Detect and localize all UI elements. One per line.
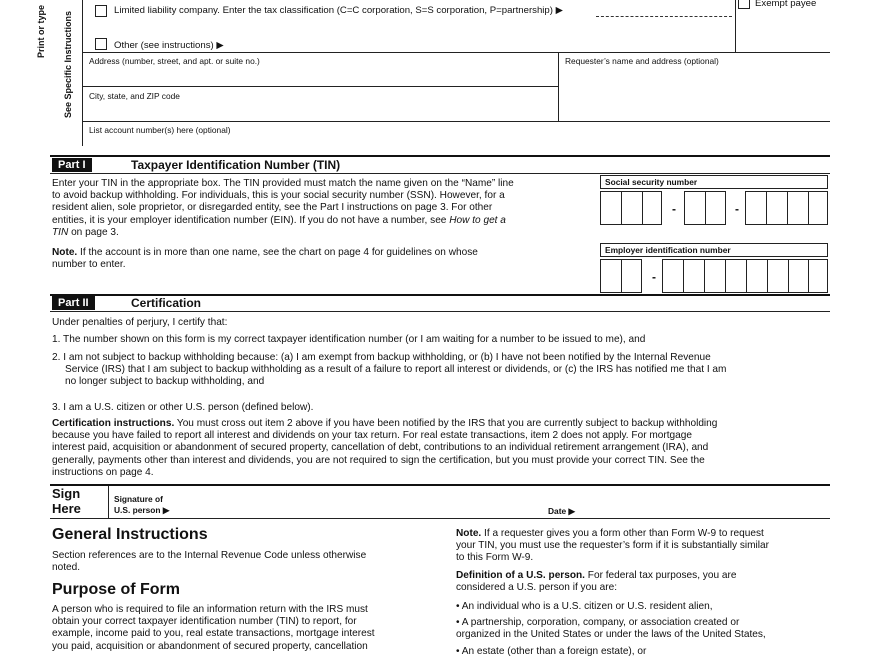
- part1-note: Note. If the account is in more than one name, see the chart on page 4 for guidelines on whose number to enter.: [52, 247, 478, 271]
- account-top-line: [82, 121, 830, 122]
- ssn-label: Social security number: [605, 177, 698, 187]
- part1-line: to avoid backup withholding. For individuals, this is your social security number (SSN). However, for a: [52, 190, 505, 202]
- certification-instructions: Certification instructions. You must cross out item 2 above if you have been notified by the IRS that you are currently subject to backup withholding because you have failed to report all interest and dividends on your tax return. For real estate transactions, item 2 does not apply. For mortgage interest paid, acquisition or abandonment of secured property, cancellation of debt, contributions to an individual retirement arrangement (IRA), and generally, payments other than interest and dividends, you are not required to sign the certification, but you must provide your correct TIN. See the instructions on page 4.: [52, 418, 718, 478]
- left-divider: [82, 0, 83, 146]
- certification-item-1: 1. The number shown on this form is my correct taxpayer identification number (or I am waiting for a number to be issued to me), and: [52, 334, 646, 345]
- ein-label-box: [600, 243, 828, 257]
- sign-here-label: Sign Here: [52, 486, 81, 516]
- signature-input[interactable]: [180, 492, 540, 516]
- ssn-hyphen-2: -: [735, 202, 739, 216]
- us-person-definition: Definition of a U.S. person. For federal tax purposes, you are considered a U.S. person if you are:: [456, 570, 737, 594]
- part1-line: entities, it is your employer identification number (EIN). If you do not have a number, see How to get a: [52, 214, 506, 226]
- city-top-line: [82, 86, 559, 87]
- right-note: Note. If a requester gives you a form other than Form W-9 to request your TIN, you must use the requester’s form if it is substantially similar to this Form W-9.: [456, 528, 770, 564]
- ein-hyphen: -: [652, 270, 656, 284]
- us-person-bullet-1: • An individual who is a U.S. citizen or U.S. resident alien,: [456, 601, 713, 612]
- part1-instructions: [52, 178, 597, 239]
- address-label: Address (number, street, and apt. or suite no.): [89, 56, 260, 66]
- side-label-see: See Specific Instructions: [63, 10, 73, 118]
- part1-title-rule: [50, 173, 830, 174]
- ssn-group-1[interactable]: [600, 191, 662, 225]
- ein-group-2[interactable]: [662, 259, 828, 293]
- ein-label: Employer identification number: [605, 245, 731, 255]
- exempt-divider: [735, 0, 736, 52]
- general-instructions-heading: General Instructions: [52, 526, 208, 543]
- ssn-hyphen-1: -: [672, 202, 676, 216]
- llc-label: Limited liability company. Enter the tax classification (C=C corporation, S=S corporation, P=partnership) ▶: [114, 5, 563, 16]
- certification-item-2: 2. I am not subject to backup withholding because: (a) I am exempt from backup withholding, or (b) I have not been notified by the Internal Revenue Service (IRS) that I am subject to backup withholding as a result of a failure to report all interest or dividends, or (c) the IRS has notified me that I am no longer subject to backup withholding, and: [52, 352, 727, 388]
- llc-checkbox[interactable]: [95, 5, 107, 17]
- ein-group-1[interactable]: [600, 259, 642, 293]
- part2-title-rule: [50, 311, 830, 312]
- signature-label: Signature of U.S. person ▶: [114, 494, 170, 515]
- requester-label: Requester’s name and address (optional): [565, 56, 719, 66]
- other-label: Other (see instructions) ▶: [114, 40, 224, 51]
- certification-item-3: 3. I am a U.S. citizen or other U.S. person (defined below).: [52, 402, 314, 413]
- address-top-line: [82, 52, 830, 53]
- part1-line: TIN on page 3.: [52, 226, 119, 238]
- part1-tag: Part I: [52, 158, 92, 172]
- part2-tag: Part II: [52, 296, 95, 310]
- general-instructions-text: Section references are to the Internal Revenue Code unless otherwise noted.: [52, 550, 367, 574]
- purpose-text: A person who is required to file an information return with the IRS must obtain your correct taxpayer identification number (TIN) to report, for example, income paid to you, real estate transactions, mortgage interest you paid, acquisition or abandonment of secured property, cancellation: [52, 604, 375, 652]
- account-label: List account number(s) here (optional): [89, 125, 231, 135]
- sign-divider: [108, 486, 109, 518]
- city-label: City, state, and ZIP code: [89, 91, 180, 101]
- ssn-group-3[interactable]: [745, 191, 828, 225]
- exempt-payee-checkbox[interactable]: [738, 0, 750, 9]
- llc-classification-input[interactable]: [596, 16, 732, 17]
- part1-top-rule: [50, 155, 830, 157]
- date-label: Date ▶: [548, 506, 575, 516]
- us-person-bullet-3: • An estate (other than a foreign estate), or: [456, 646, 647, 657]
- requester-divider: [558, 52, 559, 122]
- sign-bottom-rule: [50, 518, 830, 519]
- part1-line: Enter your TIN in the appropriate box. The TIN provided must match the name given on the “Name” line: [52, 178, 514, 189]
- sign-top-rule: [50, 484, 830, 486]
- other-checkbox[interactable]: [95, 38, 107, 50]
- exempt-payee-label: Exempt payee: [755, 0, 817, 9]
- date-input[interactable]: [585, 496, 825, 516]
- ssn-label-box: [600, 175, 828, 189]
- certification-intro: Under penalties of perjury, I certify that:: [52, 317, 228, 328]
- part1-line: resident alien, sole proprietor, or disregarded entity, see the Part I instructions on page 3. For other: [52, 202, 493, 214]
- side-label-print: Print or type: [36, 4, 46, 58]
- part2-title: Certification: [131, 296, 202, 310]
- us-person-bullet-2: • A partnership, corporation, company, or association created or organized in the United States or under the laws of the United States,: [456, 617, 766, 641]
- ssn-group-2[interactable]: [684, 191, 726, 225]
- purpose-heading: Purpose of Form: [52, 581, 181, 598]
- part1-title: Taxpayer Identification Number (TIN): [131, 158, 341, 172]
